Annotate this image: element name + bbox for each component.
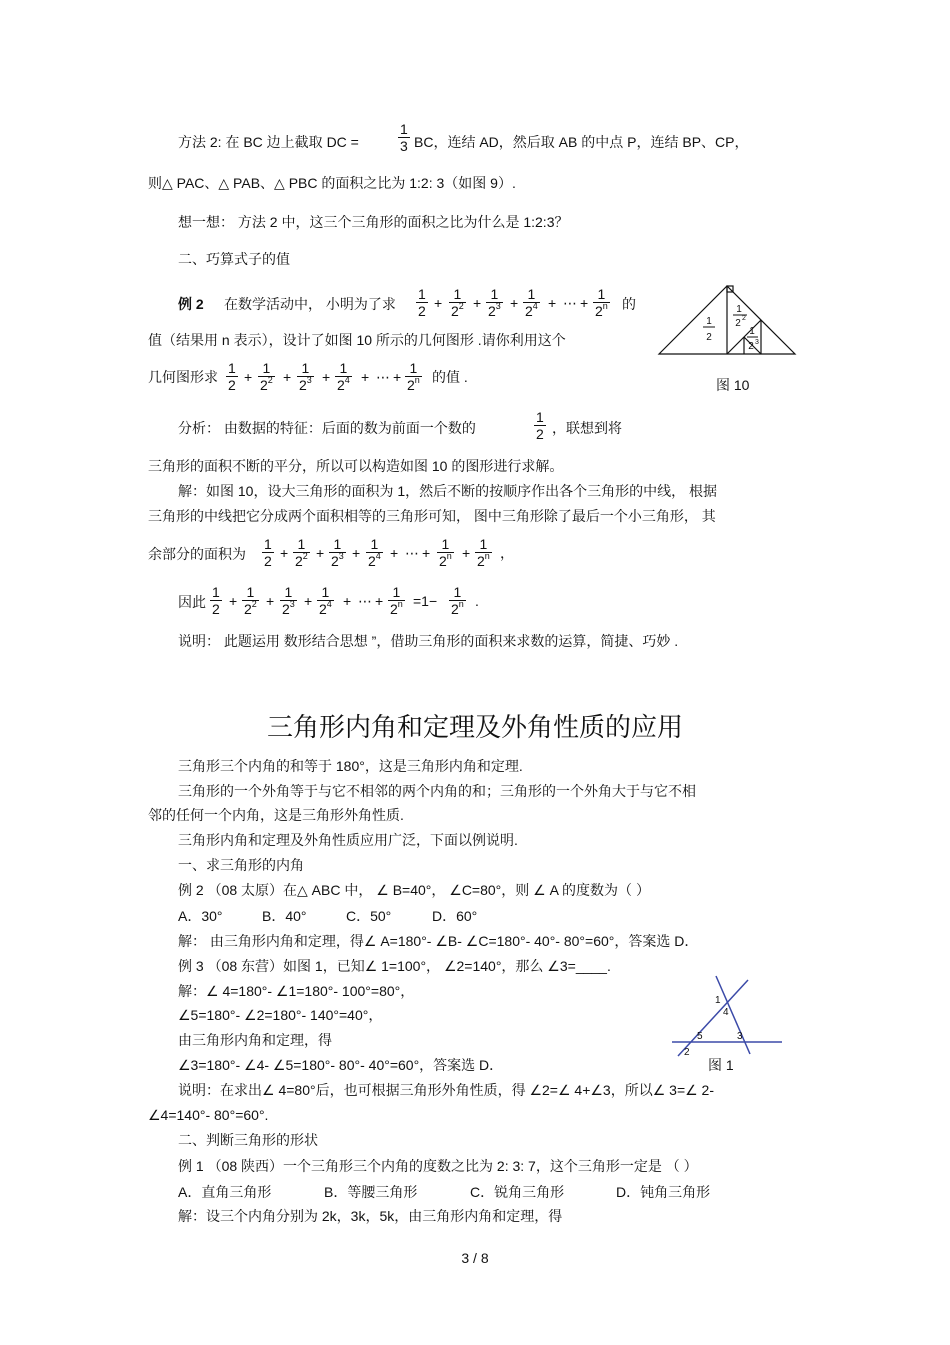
angle-label-3: 3 [737,1031,743,1042]
fig10-f3-exp: 3 [755,339,759,346]
angle-label-2: 2 [684,1047,690,1058]
ex1-solution: 解：设三个内角分别为 2k，3k，5k，由三角形内角和定理，得 [178,1208,563,1224]
solution-line1: 解：如图 10，设大三角形的面积为 1，然后不断的按顺序作出各个三角形的中线， 根据 [178,483,718,499]
plus-sign: + [473,295,482,311]
term-4: $\frac{1}{2^4}$ [319,584,332,617]
term-2: $\frac{1}{2^2}$ [244,584,257,617]
note-2-line2: ∠4=140°- 80°=60°. [148,1107,269,1123]
fraction-one-third [398,121,410,154]
plus-sign: + [375,593,384,609]
analysis-text-a: 分析： 由数据的特征：后面的数为前面一个数的 [178,420,476,436]
term-1: $\frac{1}{2}$ [418,286,426,319]
note-1: 说明： 此题运用 数形结合思想 ”，借助三角形的面积来求数的运算，简捷、巧妙 . [178,633,679,649]
plus-sign: + [283,369,292,385]
option-b: B．40° [262,908,307,924]
part2-title: 二、判断三角形的形状 [178,1132,318,1148]
term-4: $\frac{1}{2^4}$ [368,536,381,569]
plus-sign: + [548,295,557,311]
term-1: $\frac{1}{2}$ [264,536,272,569]
plus-sign: + [352,545,361,561]
plus-sign: + [390,545,399,561]
angle-label-5: 5 [697,1031,703,1042]
plus-sign: + [304,593,313,609]
intro-line: 三角形内角和定理及外角性质应用广泛，下面以例说明. [178,832,518,848]
option-a: A．30° [178,908,223,924]
angle-label-4: 4 [723,1007,729,1018]
fig10-f3-den: 2 [748,341,754,352]
term-1: $\frac{1}{2}$ [212,584,220,617]
ellipsis: ⋯ [563,295,577,311]
term-3: $\frac{1}{2^3}$ [299,360,312,393]
method2-text-a: 方法 2: 在 BC 边上截取 DC = [178,134,359,150]
page-title: 三角形内角和定理及外角性质的应用 [266,713,683,743]
plus-sign: + [393,369,402,385]
plus-sign: + [322,369,331,385]
ex2-line2: 值（结果用 n 表示），设计了如图 10 所示的几何图形 .请你利用这个 [148,332,566,348]
ex3-question: 例 3 （08 东营）如图 1，已知∠ 1=100°， ∠2=140°，那么 ∠3=____. [178,958,611,974]
note-2-line1: 说明：在求出∠ 4=80°后，也可根据三角形外角性质，得 ∠2=∠ 4+∠3，所以∠ 3=∠ 2- [178,1082,715,1098]
figure-1-caption: 图 1 [708,1057,734,1073]
term-n: $\frac{1}{2^n}$ [439,536,452,569]
part1-title: 一、求三角形的内角 [178,857,304,873]
option-a: A．直角三角形 [178,1184,272,1200]
line-left [678,980,748,1056]
ex2-line3-b: 的值 . [432,369,468,385]
ex2-text-a: 在数学活动中， 小明为了求 [224,296,396,312]
option-c: C．50° [346,908,392,924]
term-n: $\frac{1}{2^n}$ [390,584,403,617]
fig10-f2-exp: 2 [742,315,746,322]
plus-sign: + [580,295,589,311]
example-label: 例 2 [178,296,204,312]
fig10-f2-num: 1 [736,304,742,315]
plus-sign: + [510,295,519,311]
page-number: 3 / 8 [461,1250,489,1266]
option-d: D．60° [432,908,478,924]
fig10-f1-num: 1 [706,316,712,327]
plus-sign: + [462,545,471,561]
plus-sign: + [434,295,443,311]
ex3-step4: ∠3=180°- ∠4- ∠5=180°- 80°- 40°=60°，答案选 D． [178,1057,504,1073]
term-3: $\frac{1}{2^3}$ [331,536,344,569]
term-1: $\frac{1}{2}$ [228,360,236,393]
term-2: $\frac{1}{2^2}$ [451,286,464,319]
figure-1 [668,974,784,1060]
ex3-step2: ∠5=180°- ∠2=180°- 140°=40°， [178,1007,383,1023]
ex2-line3-a: 几何图形求 [148,369,218,385]
term-n: $\frac{1}{2^n}$ [451,584,464,617]
ex1-question: 例 1 （08 陕西）一个三角形三个内角的度数之比为 2: 3: 7，这个三角形一定是 （ ） [178,1158,698,1174]
intro-line: 三角形的一个外角等于与它不相邻的两个内角的和；三角形的一个外角大于与它不相 [178,783,696,799]
plus-sign: + [316,545,325,561]
think-question: 想一想： 方法 2 中，这三个三角形的面积之比为什么是 1:2:3？ [178,214,569,230]
fig10-f3-num: 1 [749,326,755,337]
method2-text-b: BC，连结 AD，然后取 AB 的中点 P，连结 BP、CP， [414,134,749,150]
term-4: $\frac{1}{2^4}$ [337,360,350,393]
comma: ， [500,545,514,561]
equals-one-minus: =1− [413,593,438,609]
solution-line2: 三角形的中线把它分成两个面积相等的三角形可知， 图中三角形除了最后一个小三角形， 其 [148,508,716,524]
frac-den: 3 [400,138,408,154]
term-2: $\frac{1}{2^2}$ [260,360,273,393]
option-b: B．等腰三角形 [324,1184,418,1200]
plus-sign: + [229,593,238,609]
term-2: $\frac{1}{2^2}$ [295,536,308,569]
term-n: $\frac{1}{2^n}$ [595,286,608,319]
ex2-text-b: 的 [622,296,636,312]
method2-line2: 则△ PAC、△ PAB、△ PBC 的面积之比为 1:2: 3（如图 9）. [148,175,516,191]
figure-10-caption: 图 10 [716,377,750,393]
section-title-2: 二、巧算式子的值 [178,251,290,267]
term-n: $\frac{1}{2^n}$ [477,536,490,569]
plus-sign: + [361,369,370,385]
plus-sign: + [422,545,431,561]
angle-label-1: 1 [715,995,721,1006]
analysis-line2: 三角形的面积不断的平分，所以可以构造如图 10 的图形进行求解。 [148,458,564,474]
option-c: C．锐角三角形 [470,1184,565,1200]
term-4: $\frac{1}{2^4}$ [525,286,538,319]
frac-num: 1 [400,121,408,137]
fig10-f2-den: 2 [735,318,741,329]
period: . [475,593,479,609]
option-d: D．钝角三角形 [616,1184,711,1200]
ellipsis: ⋯ [405,545,419,561]
ellipsis: ⋯ [358,593,372,609]
plus-sign: + [343,593,352,609]
solution-line3: 余部分的面积为 [148,546,246,562]
ex2-question: 例 2 （08 太原）在△ ABC 中， ∠ B=40°， ∠C=80°，则 ∠ A 的度数为（ ） [178,882,650,898]
figure-10 [655,282,800,360]
intro-line: 三角形三个内角的和等于 180°，这是三角形内角和定理. [178,758,523,774]
ellipsis: ⋯ [376,369,390,385]
ex3-step3: 由三角形内角和定理，得 [178,1032,332,1048]
fraction-half: $\frac{1}{2}$ [536,409,544,442]
analysis-text-b: ，联想到将 [552,420,622,436]
term-3: $\frac{1}{2^3}$ [488,286,501,319]
plus-sign: + [244,369,253,385]
ex3-step1: 解：∠ 4=180°- ∠1=180°- 100°=80°， [178,983,415,999]
intro-line: 邻的任何一个内角，这是三角形外角性质. [148,807,404,823]
term-n: $\frac{1}{2^n}$ [407,360,420,393]
term-3: $\frac{1}{2^3}$ [282,584,295,617]
plus-sign: + [266,593,275,609]
fig10-f1-den: 2 [706,332,712,343]
plus-sign: + [280,545,289,561]
ex2-solution: 解： 由三角形内角和定理，得∠ A=180°- ∠B- ∠C=180°- 40°- 80°=60°，答案选 D． [178,933,699,949]
solution-line4: 因此 [178,594,206,610]
